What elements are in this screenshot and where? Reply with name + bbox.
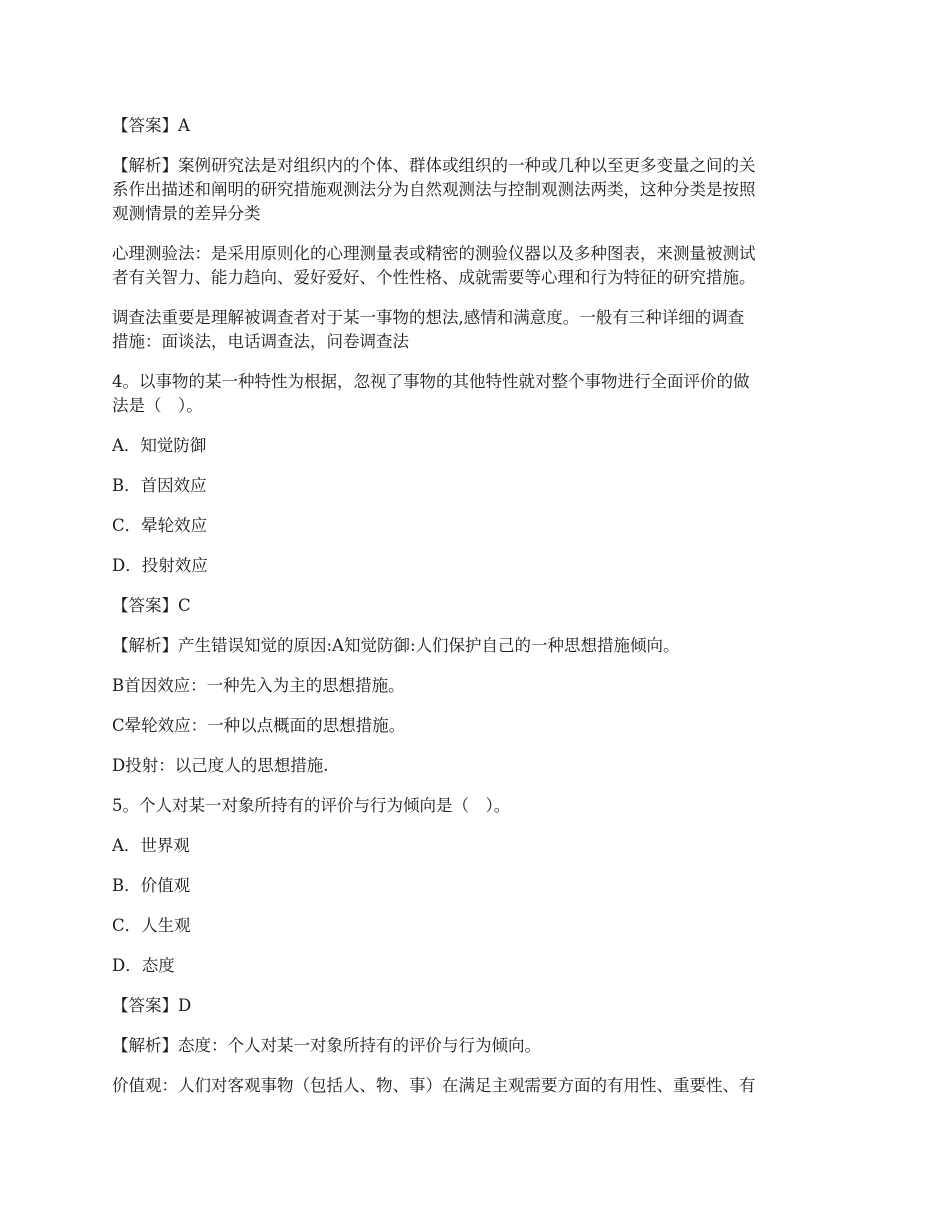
text-line: 【答案】C: [112, 596, 191, 615]
analysis-4-c: [112, 714, 842, 738]
survey-method-paragraph: [112, 306, 842, 354]
document-page: [112, 114, 842, 1114]
answer-5: [112, 994, 842, 1018]
analysis-1: [112, 154, 842, 226]
text-line: C．人生观: [112, 916, 191, 935]
question-4-option-a: [112, 434, 842, 458]
text-line: D投射：以己度人的思想措施.: [112, 756, 329, 775]
values-definition: [112, 1074, 842, 1098]
text-line: D．投射效应: [112, 556, 208, 575]
text-line: B．首因效应: [112, 476, 207, 495]
psychological-test-paragraph: [112, 242, 842, 290]
text-line: 心理测验法：是采用原则化的心理测量表或精密的测验仪器以及多种图表，来测量被测试: [112, 244, 756, 263]
analysis-4: [112, 634, 842, 658]
text-line: 者有关智力、能力趋向、爱好爱好、个性性格、成就需要等心理和行为特征的研究措施。: [112, 268, 756, 287]
analysis-4-b: [112, 674, 842, 698]
question-4: [112, 370, 842, 418]
text-line: 价值观：人们对客观事物（包括人、物、事）在满足主观需要方面的有用性、重要性、有: [112, 1076, 756, 1095]
text-line: 【解析】产生错误知觉的原因:A知觉防御:人们保护自己的一种思想措施倾向。: [112, 636, 680, 655]
text-line: B．价值观: [112, 876, 191, 895]
text-line: D．态度: [112, 956, 175, 975]
text-line: 【答案】D: [112, 996, 192, 1015]
text-line: C晕轮效应：一种以点概面的思想措施。: [112, 716, 406, 735]
text-line: 4。以事物的某一种特性为根据，忽视了事物的其他特性就对整个事物进行全面评价的做: [112, 372, 750, 391]
text-line: 【解析】态度：个人对某一对象所持有的评价与行为倾向。: [112, 1036, 541, 1055]
text-line: A．知觉防御: [112, 436, 207, 455]
analysis-5: [112, 1034, 842, 1058]
question-5-option-b: [112, 874, 842, 898]
text-line: 系作出描述和阐明的研究措施观测法分为自然观测法与控制观测法两类，这种分类是按照: [112, 180, 756, 199]
question-5-option-c: [112, 914, 842, 938]
question-5-option-d: [112, 954, 842, 978]
text-line: 法是（ ）。: [112, 396, 203, 415]
question-5: [112, 794, 842, 818]
text-line: 观测情景的差异分类: [112, 204, 261, 223]
text-line: 【解析】案例研究法是对组织内的个体、群体或组织的一种或几种以至更多变量之间的关: [112, 156, 756, 175]
text-line: 调查法重要是理解被调查者对于某一事物的想法,感情和满意度。一般有三种详细的调查: [112, 308, 745, 327]
answer-1: [112, 114, 842, 138]
answer-4: [112, 594, 842, 618]
text-line: 5。个人对某一对象所持有的评价与行为倾向是（ ）。: [112, 796, 511, 815]
analysis-4-d: [112, 754, 842, 778]
text-line: A．世界观: [112, 836, 190, 855]
question-4-option-d: [112, 554, 842, 578]
text-line: 【答案】A: [112, 116, 190, 135]
text-line: 措施：面谈法，电话调查法，问卷调查法: [112, 332, 409, 351]
question-4-option-c: [112, 514, 842, 538]
question-5-option-a: [112, 834, 842, 858]
question-4-option-b: [112, 474, 842, 498]
text-line: C．晕轮效应: [112, 516, 208, 535]
text-line: B首因效应：一种先入为主的思想措施。: [112, 676, 405, 695]
